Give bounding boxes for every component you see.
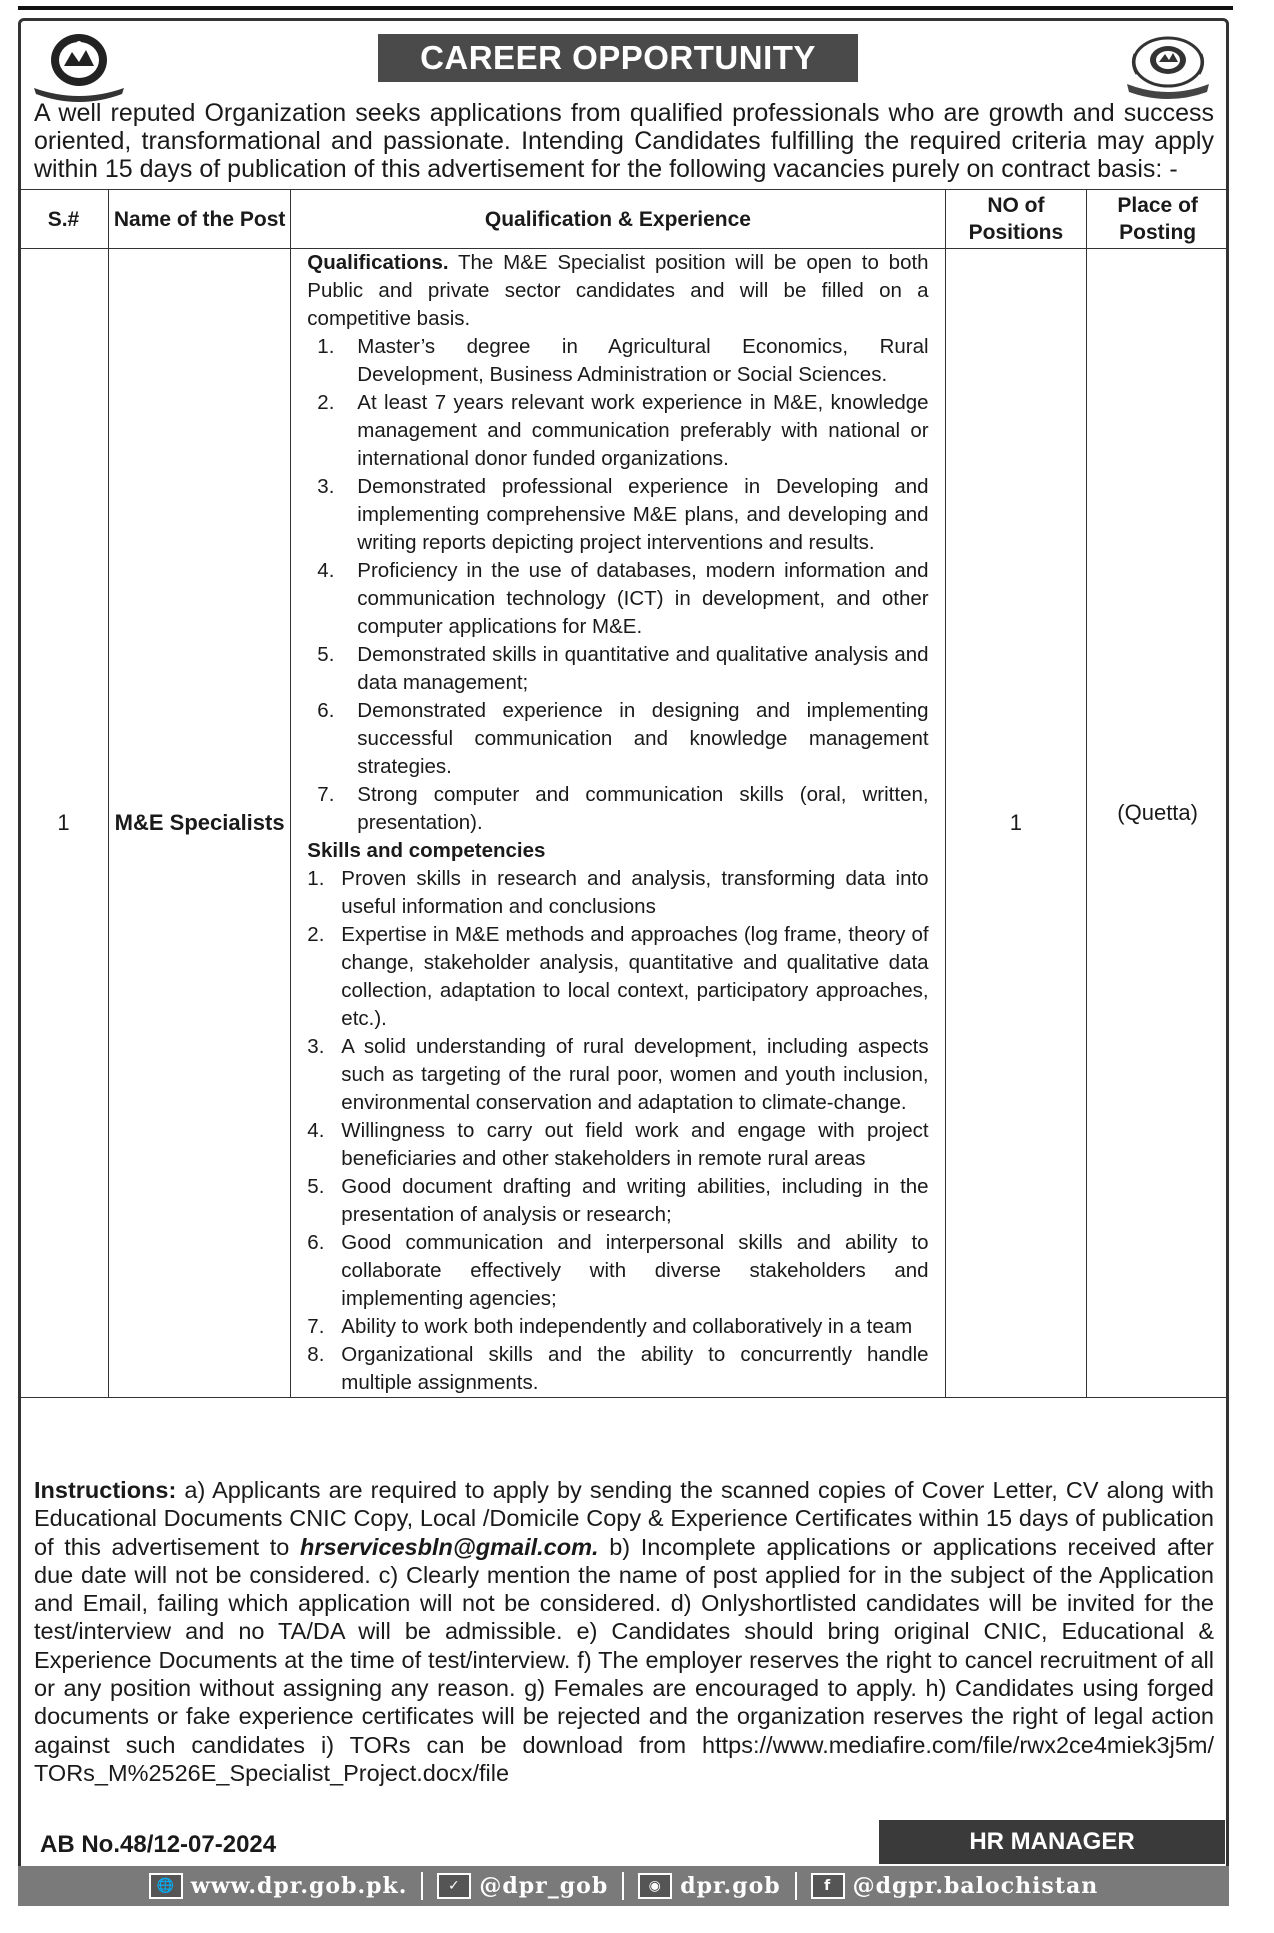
list-item-number: 5. — [307, 1175, 325, 1198]
list-item-number: 4. — [307, 1119, 325, 1142]
header-positions: NO of Positions — [945, 190, 1087, 249]
list-item — [307, 1313, 928, 1341]
list-item-number: 5. — [317, 643, 335, 666]
list-item — [307, 921, 928, 1033]
list-item-number: 7. — [317, 783, 335, 806]
list-item-number: 3. — [317, 475, 335, 498]
instagram-icon: ◉ — [638, 1873, 672, 1899]
list-item-text: Good communication and interpersonal skills and ability to collaborate effectively with diverse stakeholders and implementing agencies; — [341, 1231, 929, 1310]
list-item-text: Good document drafting and writing abilities, including in the presentation of analysis or research; — [341, 1175, 929, 1226]
row-positions: 1 — [945, 249, 1087, 1398]
qualifications-list — [307, 333, 928, 837]
skills-heading: Skills and competencies — [307, 839, 546, 862]
table-header-row — [19, 190, 1229, 249]
list-item — [307, 781, 928, 837]
list-item-text: A solid understanding of rural development, including aspects such as targeting of the rural poor, women and youth inclusion, environmental conservation and adaptation to climate-change. — [341, 1035, 929, 1114]
top-rule — [18, 6, 1233, 10]
facebook-link[interactable] — [811, 1873, 1099, 1899]
facebook-handle: @dgpr.balochistan — [852, 1873, 1099, 1899]
list-item — [307, 557, 928, 641]
list-item-text: Demonstrated skills in quantitative and qualitative analysis and data management; — [357, 643, 929, 694]
instructions-paragraph — [34, 1476, 1214, 1787]
list-item — [307, 1229, 928, 1313]
header — [18, 18, 1229, 100]
header-place: Place of Posting — [1087, 190, 1229, 249]
list-item-number: 2. — [317, 391, 335, 414]
list-item — [307, 641, 928, 697]
footer-divider — [795, 1872, 797, 1900]
list-item-number: 8. — [307, 1343, 325, 1366]
list-item-number: 2. — [307, 923, 325, 946]
list-item — [307, 865, 928, 921]
header-qualification: Qualification & Experience — [291, 190, 945, 249]
intro-paragraph: A well reputed Organization seeks applications from qualified professionals who are growth and success oriented, transformational and passionate. Intending Candidates fulfilling the required criteria may apply within 15 days of publication of this advertisement for the following vacancies purely on contract basis: - — [34, 99, 1214, 183]
footer-divider — [421, 1872, 423, 1900]
header-post-name: Name of the Post — [108, 190, 290, 249]
list-item-text: Proficiency in the use of databases, modern information and communication technology (ICT) in development, and other computer applications for M&E. — [357, 559, 929, 638]
qualifications-intro — [307, 249, 928, 333]
government-emblem-right — [1113, 30, 1223, 102]
footer-bar — [18, 1866, 1229, 1906]
list-item-text: At least 7 years relevant work experience in M&E, knowledge management and communication preferably with national or international donor funded organizations. — [357, 391, 929, 470]
list-item-number: 1. — [307, 867, 325, 890]
list-item — [307, 1173, 928, 1229]
header-serial: S.# — [19, 190, 109, 249]
list-item-text: Demonstrated experience in designing and implementing successful communication and knowledge management strategies. — [357, 699, 929, 778]
list-item-number: 1. — [317, 335, 335, 358]
list-item — [307, 389, 928, 473]
globe-hand-icon: 🌐 — [149, 1873, 183, 1899]
website-link[interactable] — [149, 1873, 408, 1899]
qualifications-heading: Qualifications. — [307, 251, 449, 274]
list-item — [307, 697, 928, 781]
row-place: (Quetta) — [1087, 249, 1229, 1398]
ab-number: AB No.48/12-07-2024 — [40, 1831, 277, 1858]
twitter-handle: @dpr_gob — [479, 1873, 609, 1899]
instagram-handle: dpr.gob — [680, 1873, 781, 1899]
row-serial: 1 — [19, 249, 109, 1398]
facebook-icon: f — [811, 1873, 845, 1899]
page-title: CAREER OPPORTUNITY — [378, 34, 858, 82]
signatory-box: HR MANAGER — [879, 1820, 1225, 1864]
website-text: www.dpr.gob.pk. — [190, 1873, 408, 1899]
footer-divider — [622, 1872, 624, 1900]
twitter-bird-icon: ✓ — [437, 1873, 471, 1899]
list-item-text: Willingness to carry out field work and engage with project beneficiaries and other stakeholders in remote rural areas — [341, 1119, 929, 1170]
instructions-heading: Instructions: — [34, 1477, 177, 1503]
list-item-number: 6. — [317, 699, 335, 722]
list-item-number: 7. — [307, 1315, 325, 1338]
list-item-text: Proven skills in research and analysis, transforming data into useful information and conclusions — [341, 867, 929, 918]
instagram-link[interactable] — [638, 1873, 780, 1899]
vacancy-table — [18, 189, 1229, 1398]
row-qualification — [291, 249, 945, 1398]
list-item — [307, 473, 928, 557]
row-post-name: M&E Specialists — [108, 249, 290, 1398]
list-item-number: 3. — [307, 1035, 325, 1058]
list-item-text: Ability to work both independently and collaboratively in a team — [341, 1315, 913, 1338]
instructions-part1: a) Applicants are required to apply by sending the scanned copies of Cover Letter, CV along with Educational Documents CNIC Copy, Local /Domicile Copy & Experience Certificates within 15 days of publication of this advertisement to — [34, 1477, 1214, 1560]
list-item — [307, 1117, 928, 1173]
twitter-link[interactable] — [437, 1873, 608, 1899]
list-item-text: Master’s degree in Agricultural Economics, Rural Development, Business Administration or Social Sciences. — [357, 335, 929, 386]
instructions-part2: b) Incomplete applications or applications received after due date will not be considered. c) Clearly mention the name of post applied for in the subject of the Application and Email, failing which application will not be considered. d) Onlyshortlisted candidates will be invited for the test/interview and no TA/DA will be admissible. e) Candidates should bring original CNIC, Educational & Experience Documents at the time of test/interview. f) The employer reserves the right to cancel recruitment of all or any position without assigning any reason. g) Females are encouraged to apply. h) Candidates using forged documents or fake experience certificates will be rejected and the organization reserves the right of legal action against such candidates i) TORs can be download from https://www.mediafire.com/file/rwx2ce4miek3j5m/ TORs_M%2526E_Specialist_Project.docx/file — [34, 1533, 1215, 1786]
list-item-number: 4. — [317, 559, 335, 582]
list-item-text: Demonstrated professional experience in Developing and implementing comprehensive M&E plans, and developing and writing reports depicting project interventions and results. — [357, 475, 929, 554]
list-item — [307, 1033, 928, 1117]
table-row — [19, 249, 1229, 1398]
skills-list — [307, 865, 928, 1397]
list-item — [307, 333, 928, 389]
list-item-text: Expertise in M&E methods and approaches (log frame, theory of change, stakeholder analysis, quantitative and qualitative data collection, adaptation to local context, participatory approaches, etc.). — [341, 923, 929, 1030]
list-item-number: 6. — [307, 1231, 325, 1254]
list-item-text: Organizational skills and the ability to concurrently handle multiple assignments. — [341, 1343, 929, 1394]
qualifications-intro-text: The M&E Specialist position will be open to both Public and private sector candidates and will be filled on a competitive basis. — [307, 251, 929, 330]
organization-logo-left — [24, 30, 134, 102]
application-email: hrservicesbln@gmail.com. — [300, 1533, 599, 1560]
list-item — [307, 1341, 928, 1397]
list-item-text: Strong computer and communication skills (oral, written, presentation). — [357, 783, 929, 834]
